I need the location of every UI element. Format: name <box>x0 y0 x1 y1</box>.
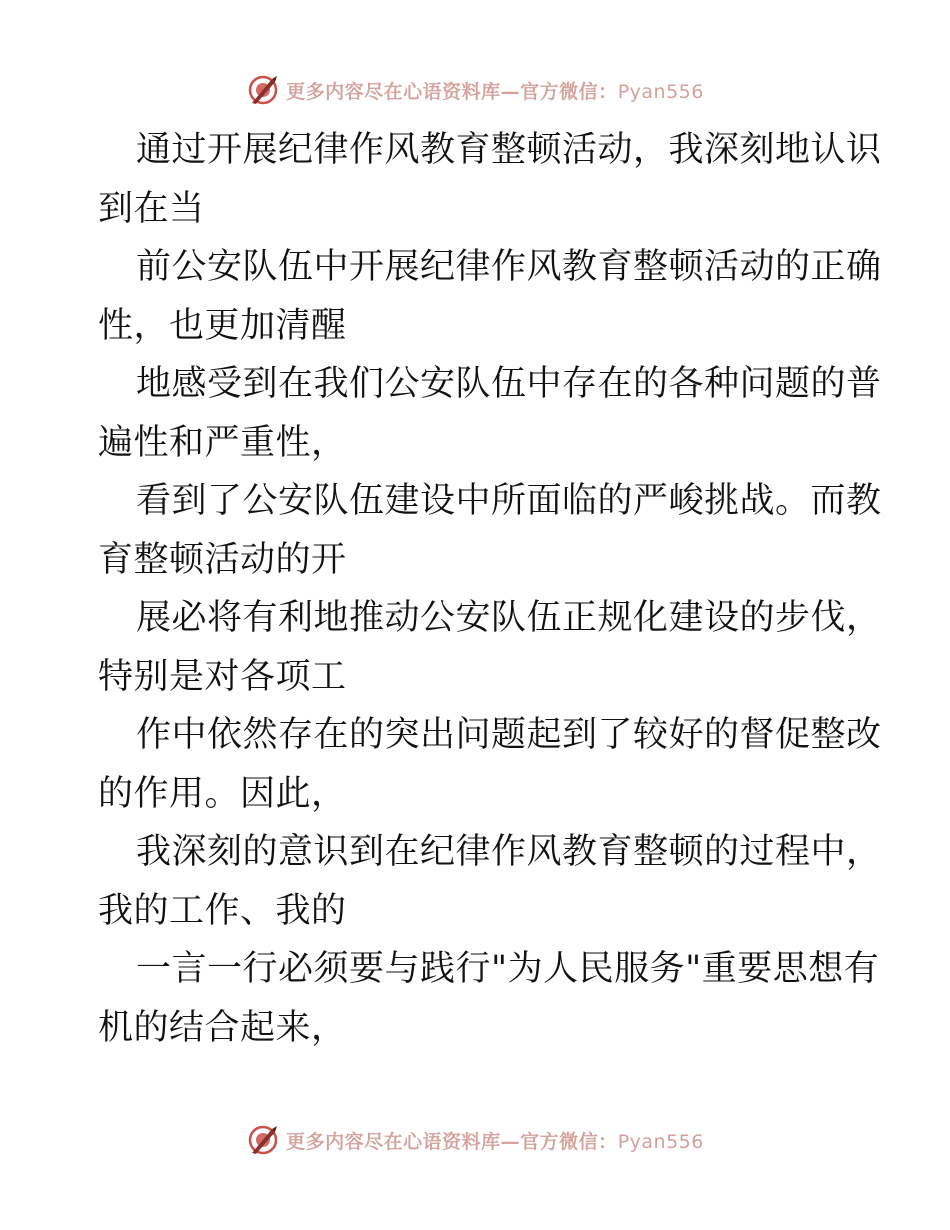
header-watermark <box>0 70 950 110</box>
paragraph-line: 看到了公安队伍建设中所面临的严峻挑战。而教 <box>136 481 882 521</box>
watermark-text: 更多内容尽在心语资料库—官方微信：Pyan556 <box>286 1130 704 1153</box>
quill-pen-logo-icon <box>246 73 280 107</box>
paragraph-line: 前公安队伍中开展纪律作风教育整顿活动的正确 <box>136 247 882 287</box>
paragraph-line: 特别是对各项工 <box>98 656 347 697</box>
paragraph-line: 的作用。因此， <box>98 773 347 814</box>
watermark-text: 更多内容尽在心语资料库—官方微信：Pyan556 <box>286 80 704 103</box>
paragraph-line: 一言一行必须要与践行"为人民服务"重要思想有 <box>136 949 880 989</box>
footer-watermark <box>0 1120 950 1160</box>
paragraph-line: 通过开展纪律作风教育整顿活动，我深刻地认识 <box>136 130 882 170</box>
paragraph-line: 展必将有利地推动公安队伍正规化建设的步伐， <box>136 598 882 638</box>
paragraph-line: 到在当 <box>98 188 205 229</box>
paragraph-line: 地感受到在我们公安队伍中存在的各种问题的普 <box>136 364 882 404</box>
quill-pen-logo-icon <box>246 1123 280 1157</box>
paragraph-line: 我的工作、我的 <box>98 890 347 931</box>
document-body <box>98 121 882 1057</box>
paragraph-line: 机的结合起来， <box>98 1007 347 1048</box>
paragraph-line: 我深刻的意识到在纪律作风教育整顿的过程中， <box>136 832 882 872</box>
paragraph-line: 作中依然存在的突出问题起到了较好的督促整改 <box>136 715 882 755</box>
paragraph-line: 育整顿活动的开 <box>98 539 347 580</box>
paragraph-line: 遍性和严重性， <box>98 422 347 463</box>
paragraph-line: 性，也更加清醒 <box>98 305 347 346</box>
